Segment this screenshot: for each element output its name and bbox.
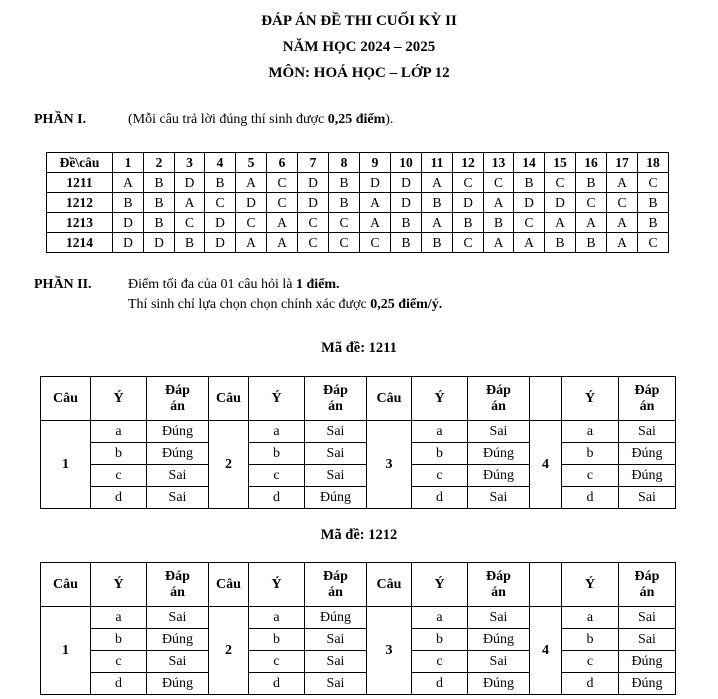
item-letter: c bbox=[562, 465, 619, 487]
item-answer: Đúng bbox=[468, 465, 530, 487]
header-cau: Câu bbox=[209, 377, 249, 421]
item-answer: Sai bbox=[147, 607, 209, 629]
part1-answer-table bbox=[46, 152, 669, 253]
item-letter: c bbox=[91, 465, 147, 487]
part1-question-number: 12 bbox=[453, 153, 484, 173]
answer-cell: B bbox=[638, 213, 669, 233]
subject-line: MÔN: HOÁ HỌC – LỚP 12 bbox=[268, 65, 450, 81]
item-answer: Sai bbox=[147, 487, 209, 509]
item-answer: Đúng bbox=[468, 629, 530, 651]
item-answer: Sai bbox=[305, 443, 367, 465]
item-answer: Đúng bbox=[305, 607, 367, 629]
item-letter: b bbox=[91, 629, 147, 651]
part1-question-number: 10 bbox=[391, 153, 422, 173]
answer-cell: A bbox=[422, 173, 453, 193]
item-letter: b bbox=[91, 443, 147, 465]
part1-question-number: 1 bbox=[113, 153, 144, 173]
answer-cell: B bbox=[144, 193, 175, 213]
answer-cell: D bbox=[205, 233, 236, 253]
answer-cell: B bbox=[329, 193, 360, 213]
item-letter: b bbox=[249, 629, 305, 651]
answer-cell: A bbox=[113, 173, 144, 193]
header-dap-an bbox=[305, 563, 367, 607]
part1-question-number: 5 bbox=[236, 153, 267, 173]
header-dap-line1: Đáp bbox=[165, 568, 190, 584]
item-letter: a bbox=[412, 421, 468, 443]
answer-cell: B bbox=[391, 213, 422, 233]
part2-line2-bold: 0,25 điểm/ý. bbox=[370, 297, 443, 312]
part2-header-row bbox=[41, 377, 676, 421]
table-row bbox=[47, 193, 669, 213]
answer-cell: A bbox=[514, 233, 545, 253]
answer-cell: B bbox=[391, 233, 422, 253]
part1-question-number: 9 bbox=[360, 153, 391, 173]
header-cau: Câu bbox=[367, 377, 412, 421]
answer-cell: A bbox=[360, 213, 391, 233]
table-row bbox=[47, 173, 669, 193]
part1-question-number: 6 bbox=[267, 153, 298, 173]
item-letter: c bbox=[249, 651, 305, 673]
answer-cell: B bbox=[638, 193, 669, 213]
header-y: Ý bbox=[249, 377, 305, 421]
part1-note-suffix: ). bbox=[385, 112, 394, 127]
answer-cell: C bbox=[607, 193, 638, 213]
header-dap-line2: án bbox=[491, 398, 506, 414]
answer-cell: C bbox=[360, 233, 391, 253]
item-letter: a bbox=[562, 421, 619, 443]
answer-cell: D bbox=[298, 193, 329, 213]
answer-cell: D bbox=[453, 193, 484, 213]
header-dap-line1: Đáp bbox=[634, 568, 660, 584]
item-answer: Sai bbox=[305, 673, 367, 695]
item-answer: Đúng bbox=[468, 443, 530, 465]
item-letter: c bbox=[562, 651, 619, 673]
header-cau bbox=[530, 563, 562, 607]
item-answer: Sai bbox=[147, 465, 209, 487]
answer-cell: C bbox=[638, 173, 669, 193]
answer-cell: C bbox=[298, 233, 329, 253]
answer-cell: D bbox=[175, 173, 205, 193]
header-y: Ý bbox=[91, 563, 147, 607]
answer-cell: A bbox=[545, 213, 576, 233]
table-row bbox=[41, 607, 676, 629]
answer-cell: B bbox=[484, 213, 514, 233]
answer-cell: D bbox=[144, 233, 175, 253]
exam-code: 1214 bbox=[47, 233, 113, 253]
part2-line1 bbox=[128, 276, 340, 293]
item-letter: c bbox=[91, 651, 147, 673]
answer-cell: A bbox=[175, 193, 205, 213]
answer-cell: B bbox=[514, 173, 545, 193]
item-letter: d bbox=[562, 673, 619, 695]
answer-cell: C bbox=[453, 173, 484, 193]
answer-cell: D bbox=[360, 173, 391, 193]
item-answer: Đúng bbox=[619, 651, 676, 673]
header-dap-line2: án bbox=[170, 584, 185, 600]
header-dap-an bbox=[619, 377, 676, 421]
answer-cell: D bbox=[236, 193, 267, 213]
part2-label: PHẦN II. bbox=[34, 277, 92, 292]
answer-cell: B bbox=[144, 173, 175, 193]
part1-question-number: 2 bbox=[144, 153, 175, 173]
header-dap-line1: Đáp bbox=[486, 568, 511, 584]
table-row bbox=[41, 651, 676, 673]
answer-cell: D bbox=[514, 193, 545, 213]
answer-cell: A bbox=[422, 213, 453, 233]
answer-cell: C bbox=[484, 173, 514, 193]
header-dap-line2: án bbox=[170, 398, 185, 414]
item-letter: a bbox=[249, 607, 305, 629]
answer-cell: C bbox=[205, 193, 236, 213]
table-row bbox=[41, 465, 676, 487]
answer-cell: D bbox=[113, 233, 144, 253]
answer-cell: D bbox=[205, 213, 236, 233]
table-row bbox=[47, 233, 669, 253]
part1-question-number: 4 bbox=[205, 153, 236, 173]
answer-cell: C bbox=[267, 173, 298, 193]
header-dap-an bbox=[305, 377, 367, 421]
header-dap-line2: án bbox=[328, 584, 343, 600]
item-letter: d bbox=[249, 673, 305, 695]
answer-cell: B bbox=[175, 233, 205, 253]
item-letter: a bbox=[249, 421, 305, 443]
answer-cell: A bbox=[236, 233, 267, 253]
answer-cell: A bbox=[267, 213, 298, 233]
header-dap-an bbox=[468, 377, 530, 421]
part1-question-number: 14 bbox=[514, 153, 545, 173]
header-dap-line1: Đáp bbox=[165, 382, 190, 398]
answer-cell: C bbox=[236, 213, 267, 233]
header-dap-an bbox=[147, 377, 209, 421]
item-letter: b bbox=[249, 443, 305, 465]
header-y: Ý bbox=[249, 563, 305, 607]
table-row bbox=[41, 487, 676, 509]
header-cau: Câu bbox=[41, 377, 91, 421]
part1-question-number: 15 bbox=[545, 153, 576, 173]
item-letter: b bbox=[412, 629, 468, 651]
part1-note bbox=[128, 111, 393, 128]
part2-table-1212 bbox=[40, 562, 676, 695]
answer-cell: C bbox=[329, 233, 360, 253]
table-row bbox=[41, 673, 676, 695]
question-number: 1 bbox=[41, 421, 91, 509]
answer-cell: D bbox=[391, 193, 422, 213]
table-row bbox=[41, 443, 676, 465]
exam-code: 1212 bbox=[47, 193, 113, 213]
exam-code: 1213 bbox=[47, 213, 113, 233]
part1-note-prefix: (Mỗi câu trả lời đúng thí sinh được bbox=[128, 112, 328, 127]
item-answer: Sai bbox=[619, 629, 676, 651]
part2-table-1211 bbox=[40, 376, 676, 509]
header-dap-an bbox=[147, 563, 209, 607]
answer-cell: A bbox=[607, 233, 638, 253]
answer-cell: D bbox=[113, 213, 144, 233]
answer-cell: B bbox=[545, 233, 576, 253]
part2-header-row bbox=[41, 563, 676, 607]
header-dap-line1: Đáp bbox=[634, 382, 660, 398]
item-answer: Sai bbox=[305, 421, 367, 443]
item-answer: Đúng bbox=[619, 673, 676, 695]
item-letter: d bbox=[412, 487, 468, 509]
code-title-1212: Mã đề: 1212 bbox=[320, 527, 398, 543]
header-cau bbox=[530, 377, 562, 421]
part1-question-number: 18 bbox=[638, 153, 669, 173]
answer-cell: B bbox=[576, 173, 607, 193]
answer-cell: C bbox=[638, 233, 669, 253]
code-title-1211: Mã đề: 1211 bbox=[321, 340, 397, 356]
document-title: ĐÁP ÁN ĐỀ THI CUỐI KỲ II bbox=[261, 13, 457, 29]
header-dap-line2: án bbox=[639, 584, 655, 600]
item-answer: Sai bbox=[619, 607, 676, 629]
answer-cell: B bbox=[422, 193, 453, 213]
answer-cell: A bbox=[576, 213, 607, 233]
item-answer: Sai bbox=[468, 607, 530, 629]
header-dap-line1: Đáp bbox=[486, 382, 511, 398]
header-y: Ý bbox=[412, 377, 468, 421]
item-answer: Sai bbox=[305, 629, 367, 651]
answer-cell: B bbox=[422, 233, 453, 253]
header-y: Ý bbox=[412, 563, 468, 607]
item-answer: Sai bbox=[147, 651, 209, 673]
item-answer: Đúng bbox=[619, 465, 676, 487]
answer-cell: C bbox=[267, 193, 298, 213]
part2-line2-prefix: Thí sinh chỉ lựa chọn chọn chính xác được bbox=[128, 297, 371, 312]
header-cau: Câu bbox=[367, 563, 412, 607]
item-answer: Sai bbox=[305, 651, 367, 673]
answer-cell: B bbox=[144, 213, 175, 233]
answer-cell: A bbox=[236, 173, 267, 193]
item-letter: c bbox=[412, 651, 468, 673]
item-letter: d bbox=[562, 487, 619, 509]
answer-cell: A bbox=[360, 193, 391, 213]
item-answer: Sai bbox=[619, 421, 676, 443]
answer-cell: B bbox=[205, 173, 236, 193]
item-letter: b bbox=[412, 443, 468, 465]
table-row bbox=[47, 213, 669, 233]
item-letter: d bbox=[91, 487, 147, 509]
question-number: 2 bbox=[209, 607, 249, 695]
item-letter: a bbox=[91, 607, 147, 629]
item-answer: Sai bbox=[468, 421, 530, 443]
part1-question-number: 3 bbox=[175, 153, 205, 173]
answer-cell: D bbox=[545, 193, 576, 213]
item-answer: Sai bbox=[468, 651, 530, 673]
answer-cell: B bbox=[329, 173, 360, 193]
answer-cell: C bbox=[453, 233, 484, 253]
part1-question-number: 17 bbox=[607, 153, 638, 173]
header-dap-an bbox=[468, 563, 530, 607]
part1-label: PHẦN I. bbox=[34, 112, 87, 127]
table-row bbox=[41, 629, 676, 651]
item-letter: d bbox=[91, 673, 147, 695]
answer-cell: A bbox=[267, 233, 298, 253]
answer-cell: D bbox=[298, 173, 329, 193]
question-number: 3 bbox=[367, 607, 412, 695]
item-letter: a bbox=[562, 607, 619, 629]
answer-cell: D bbox=[391, 173, 422, 193]
answer-cell: B bbox=[576, 233, 607, 253]
item-answer: Đúng bbox=[619, 443, 676, 465]
part1-question-number: 11 bbox=[422, 153, 453, 173]
answer-cell: C bbox=[329, 213, 360, 233]
answer-cell: A bbox=[484, 193, 514, 213]
header-dap-line2: án bbox=[328, 398, 343, 414]
item-answer: Đúng bbox=[305, 487, 367, 509]
answer-cell: C bbox=[576, 193, 607, 213]
question-number: 4 bbox=[530, 421, 562, 509]
question-number: 3 bbox=[367, 421, 412, 509]
table-row bbox=[41, 421, 676, 443]
school-year: NĂM HỌC 2024 – 2025 bbox=[282, 39, 436, 55]
item-letter: a bbox=[412, 607, 468, 629]
header-dap-line2: án bbox=[639, 398, 655, 414]
answer-cell: C bbox=[545, 173, 576, 193]
header-dap-an bbox=[619, 563, 676, 607]
header-y: Ý bbox=[562, 563, 619, 607]
part2-line1-prefix: Điểm tối đa của 01 câu hỏi là bbox=[128, 277, 296, 292]
header-dap-line1: Đáp bbox=[323, 382, 348, 398]
answer-cell: C bbox=[514, 213, 545, 233]
question-number: 4 bbox=[530, 607, 562, 695]
header-dap-line2: án bbox=[491, 584, 506, 600]
answer-cell: A bbox=[484, 233, 514, 253]
answer-cell: A bbox=[607, 213, 638, 233]
header-cau: Câu bbox=[41, 563, 91, 607]
item-letter: b bbox=[562, 443, 619, 465]
answer-cell: A bbox=[607, 173, 638, 193]
part1-question-number: 16 bbox=[576, 153, 607, 173]
item-answer: Đúng bbox=[147, 421, 209, 443]
answer-cell: C bbox=[175, 213, 205, 233]
question-number: 2 bbox=[209, 421, 249, 509]
item-letter: b bbox=[562, 629, 619, 651]
part1-question-number: 13 bbox=[484, 153, 514, 173]
answer-cell: B bbox=[453, 213, 484, 233]
part1-question-number: 8 bbox=[329, 153, 360, 173]
header-y: Ý bbox=[562, 377, 619, 421]
part1-note-bold: 0,25 điểm bbox=[327, 112, 386, 127]
header-y: Ý bbox=[91, 377, 147, 421]
answer-cell: B bbox=[113, 193, 144, 213]
item-answer: Đúng bbox=[147, 443, 209, 465]
item-answer: Đúng bbox=[147, 629, 209, 651]
part1-header-row bbox=[47, 153, 669, 173]
answer-cell: C bbox=[298, 213, 329, 233]
item-letter: d bbox=[249, 487, 305, 509]
item-letter: a bbox=[91, 421, 147, 443]
header-cau: Câu bbox=[209, 563, 249, 607]
item-letter: d bbox=[412, 673, 468, 695]
item-letter: c bbox=[249, 465, 305, 487]
part2-line1-bold: 1 điểm. bbox=[295, 277, 340, 292]
item-letter: c bbox=[412, 465, 468, 487]
exam-code: 1211 bbox=[47, 173, 113, 193]
item-answer: Sai bbox=[468, 487, 530, 509]
question-number: 1 bbox=[41, 607, 91, 695]
item-answer: Đúng bbox=[147, 673, 209, 695]
part1-question-number: 7 bbox=[298, 153, 329, 173]
part1-header-first: Đề\câu bbox=[47, 153, 113, 173]
part2-line2 bbox=[128, 296, 442, 313]
item-answer: Sai bbox=[619, 487, 676, 509]
item-answer: Sai bbox=[305, 465, 367, 487]
item-answer: Đúng bbox=[468, 673, 530, 695]
header-dap-line1: Đáp bbox=[323, 568, 348, 584]
